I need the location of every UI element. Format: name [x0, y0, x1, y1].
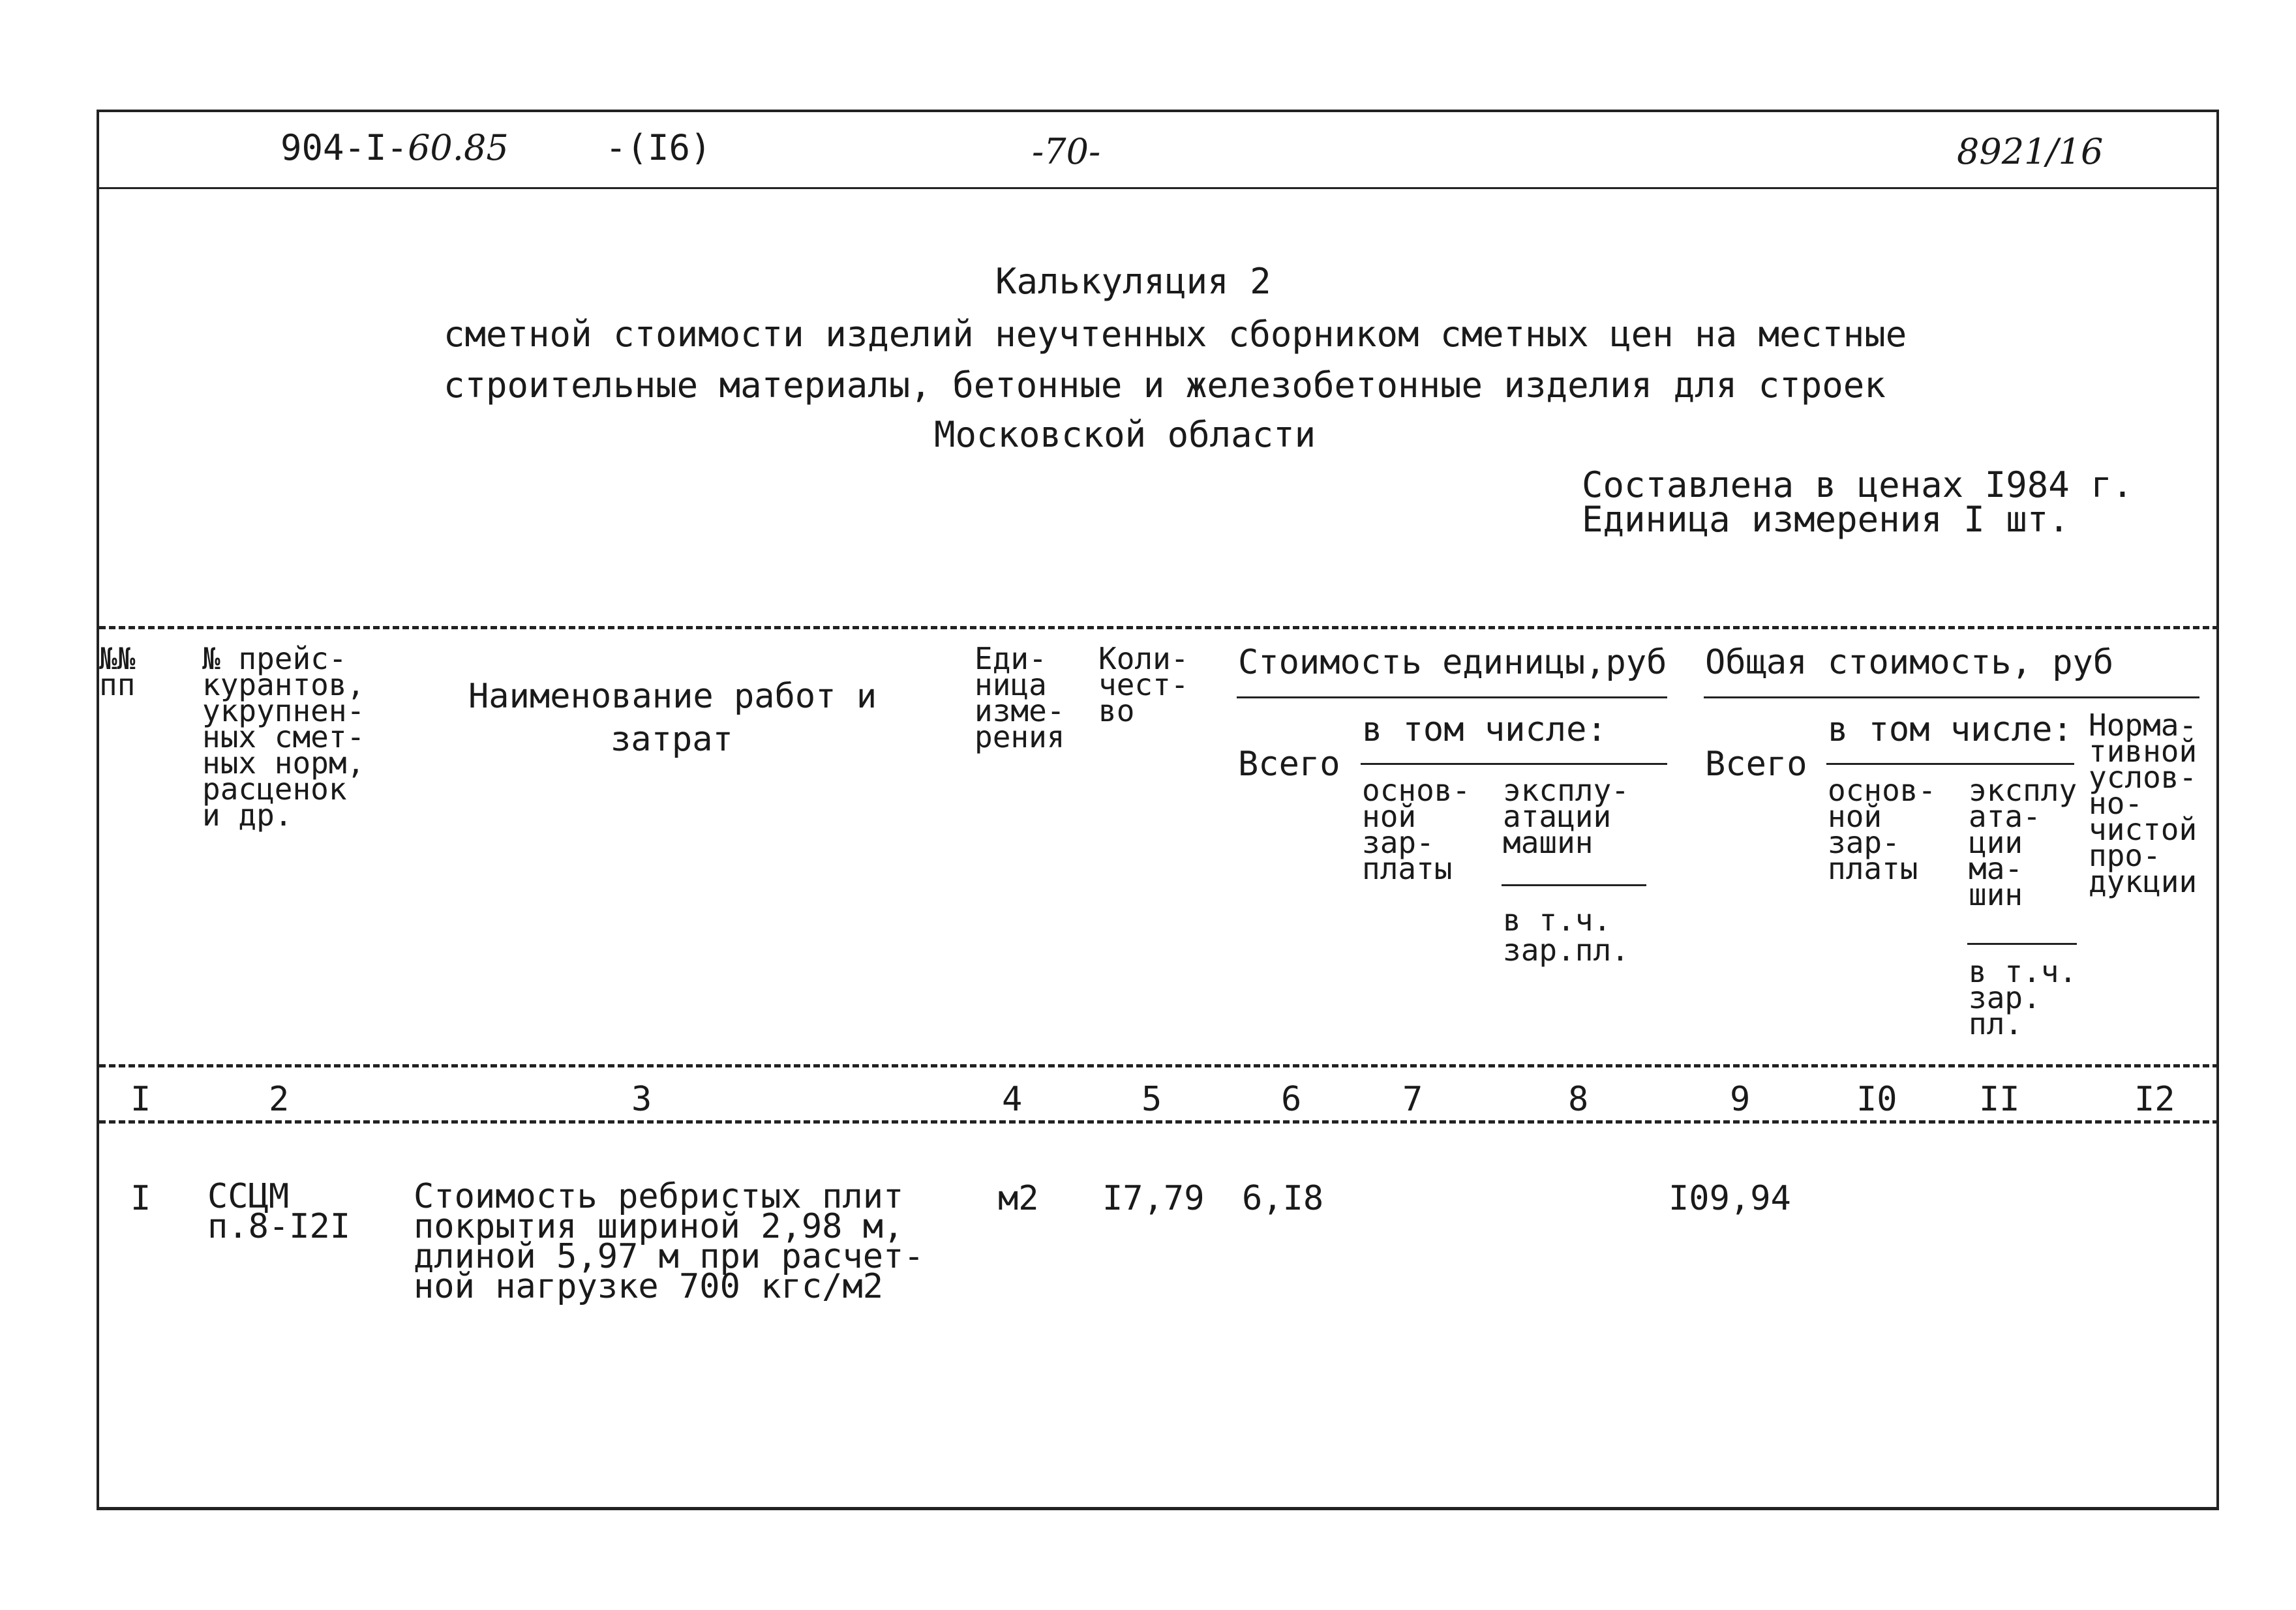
row-number: I — [130, 1179, 151, 1218]
doc-title: Калькуляция 2 — [995, 261, 1271, 302]
total-cost-group-title: Общая стоимость, руб — [1705, 643, 2114, 682]
unit-machine-rule — [1502, 884, 1646, 886]
col-number: 6 — [1281, 1080, 1302, 1119]
col-number: 8 — [1568, 1080, 1589, 1119]
row-ref: ССЦМ п.8-I2I — [207, 1177, 351, 1246]
doc-subtitle-line1: сметной стоимости изделий неучтенных сборником сметных цен на местные — [444, 314, 1907, 355]
unit-cost-group-rule — [1237, 696, 1667, 698]
col2-header: № прейс- курантов, укрупнен- ных смет- ных норм, расценок и др. — [202, 641, 365, 833]
measure-unit: Единица измерения I шт. — [1582, 499, 2070, 540]
unit-machine-header: эксплу- атации машин — [1503, 773, 1629, 860]
unit-total-header: Всего — [1238, 745, 1340, 784]
col3-header-line1: Наименование работ и — [468, 677, 877, 716]
row-unit: м2 — [998, 1179, 1039, 1218]
total-total-header: Всего — [1705, 745, 1807, 784]
numbers-bottom-rule — [99, 1120, 2219, 1124]
col-number: 2 — [269, 1080, 290, 1119]
table-top-rule — [99, 626, 2219, 629]
col-number: 7 — [1402, 1080, 1423, 1119]
col-number: I2 — [2134, 1080, 2175, 1119]
col5-header: Коли- чест- во — [1098, 641, 1189, 728]
col-number: I0 — [1856, 1080, 1897, 1119]
total-cost-group-rule — [1704, 696, 2199, 698]
total-wage-header: основ- ной зар- платы — [1828, 773, 1937, 886]
normative-product-header: Норма- тивной услов- но- чистой про- дукции — [2089, 708, 2198, 899]
doc-subtitle-line2: строительные материалы, бетонные и железобетонные изделия для строек — [444, 365, 1886, 406]
col-number: 3 — [631, 1080, 652, 1119]
col-number: 9 — [1730, 1080, 1751, 1119]
row-name: Стоимость ребристых плит покрытия шириной 2,98 м, длиной 5,97 м при расчет- ной нагрузке 700 кгс/м2 — [414, 1177, 924, 1306]
doc-code: 904-I-60.85 — [280, 127, 509, 168]
col3-header-line2: затрат — [611, 720, 733, 759]
col-number: 5 — [1141, 1080, 1162, 1119]
total-machine-header: эксплу ата- ции ма- шин — [1969, 773, 2077, 912]
col-number: II — [1979, 1080, 2020, 1119]
price-basis: Составлена в ценах I984 г. — [1582, 464, 2134, 505]
row-unit-price: 6,I8 — [1242, 1179, 1324, 1218]
doc-suffix: -(I6) — [605, 127, 712, 168]
unit-incl-title: в том числе: — [1362, 710, 1607, 749]
unit-incl-rule — [1361, 763, 1667, 765]
row-quantity: I7,79 — [1102, 1179, 1205, 1218]
total-incl-rule — [1826, 763, 2074, 765]
col-number: 4 — [1002, 1080, 1023, 1119]
header-divider — [99, 187, 2219, 189]
doc-code-handwritten: 60.85 — [408, 127, 509, 168]
col1-header: №№ пп — [99, 641, 136, 702]
col-number: I — [130, 1080, 151, 1119]
total-incl-title: в том числе: — [1828, 710, 2073, 749]
unit-cost-group-title: Стоимость единицы,руб — [1238, 643, 1667, 682]
col4-header: Еди- ница изме- рения — [974, 641, 1065, 754]
page-number: -70- — [1032, 131, 1101, 172]
numbers-top-rule — [99, 1064, 2219, 1067]
unit-machine-wage-header: в т.ч. зар.пл. — [1503, 902, 1629, 968]
row-total: I09,94 — [1669, 1179, 1791, 1218]
unit-wage-header: основ- ной зар- платы — [1362, 773, 1471, 886]
total-machine-wage-header: в т.ч. зар. пл. — [1969, 954, 2077, 1041]
doc-subtitle-line3: Московской области — [934, 414, 1316, 455]
sheet-ref: 8921/16 — [1957, 131, 2104, 172]
total-machine-rule — [1967, 943, 2077, 945]
